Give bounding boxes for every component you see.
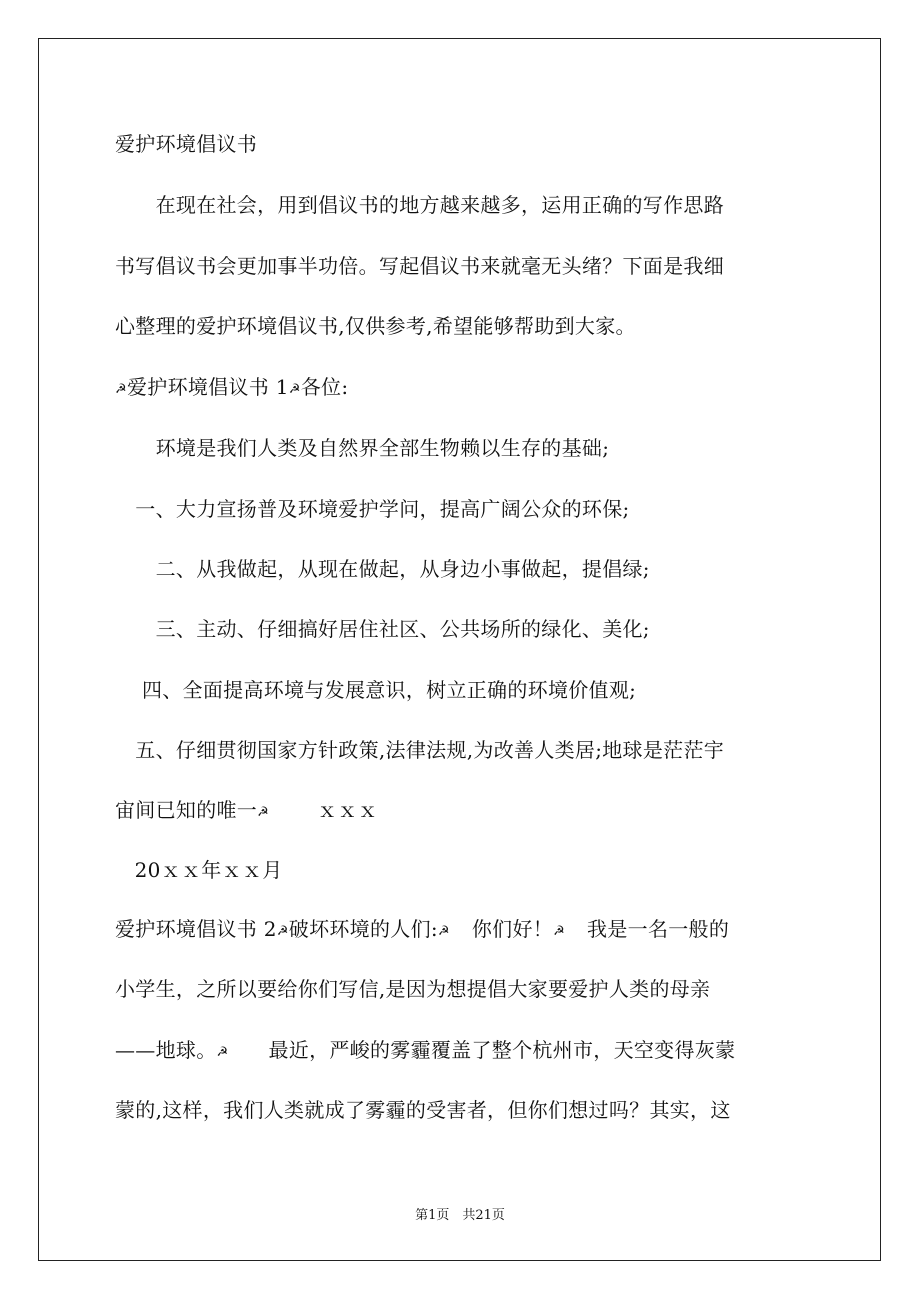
date-line: 20ｘｘ年ｘｘ月 [128, 858, 283, 882]
section1-line-1: 环境是我们人类及自然界全部生物赖以生存的基础; [115, 436, 610, 460]
smog-text: 最近，严峻的雾霾覆盖了整个杭州市，天空变得灰蒙 [268, 1038, 736, 1062]
section2-greeting: 你们好！ [471, 917, 554, 941]
intro-line-3: 心整理的爱护环境倡议书,仅供参考,希望能够帮助到大家。 [115, 314, 636, 338]
list-mark-icon: ☭ [115, 382, 127, 397]
section2-title: 爱护环境倡议书 2 [115, 917, 277, 941]
intro-line-1: 在现在社会，用到倡议书的地方越来越多，运用正确的写作思路 [115, 193, 724, 217]
page-footer: 第1页 共21页 [415, 1208, 505, 1223]
section1-line-6: 五、仔细贯彻国家方针政策,法律法规,为改善人类居;地球是茫茫宇 [115, 738, 725, 762]
section1-line-5: 四、全面提高环境与发展意识，树立正确的环境价值观; [115, 678, 637, 702]
section1-heading [115, 374, 348, 403]
section2-intro-start: 我是一名一般的 [587, 917, 730, 941]
section1-title: 爱护环境倡议书 1 [126, 375, 289, 399]
universe-line [115, 797, 378, 826]
earth-text: ——地球。 [115, 1038, 217, 1062]
list-mark-icon: ☭ [276, 924, 289, 939]
section1-line-3: 二、从我做起，从现在做起，从身边小事做起，提倡绿; [115, 557, 650, 581]
section2-line-1 [115, 916, 729, 945]
section2-line-3 [115, 1037, 735, 1066]
list-mark-icon: ☭ [288, 382, 301, 397]
intro-line-2: 书写倡议书会更加事半功倍。写起倡议书来就毫无头绪？下面是我细 [115, 254, 724, 278]
section2-line-2: 小学生，之所以要给你们写信,是因为想提倡大家要爱护人类的母亲 [115, 977, 711, 1001]
section1-salutation: 各位: [300, 375, 349, 399]
section2-salutation: 破坏环境的人们: [288, 917, 438, 941]
section2-line-4: 蒙的,这样，我们人类就成了雾霾的受害者，但你们想过吗？其实，这 [115, 1098, 731, 1122]
page-border [38, 38, 881, 1261]
section1-line-2: 一、大力宣扬普及环境爱护学问，提高广阔公众的环保; [115, 497, 630, 521]
signature-placeholder: ｘｘｘ [317, 798, 378, 822]
universe-text: 宙间已知的唯一 [115, 798, 258, 822]
list-mark-icon: ☭ [437, 924, 450, 939]
document-title: 爱护环境倡议书 [115, 132, 258, 156]
section1-line-4: 三、主动、仔细搞好居住社区、公共场所的绿化、美化; [115, 617, 650, 641]
list-mark-icon: ☭ [553, 924, 566, 939]
list-mark-icon: ☭ [216, 1045, 229, 1060]
list-mark-icon: ☭ [257, 805, 270, 820]
